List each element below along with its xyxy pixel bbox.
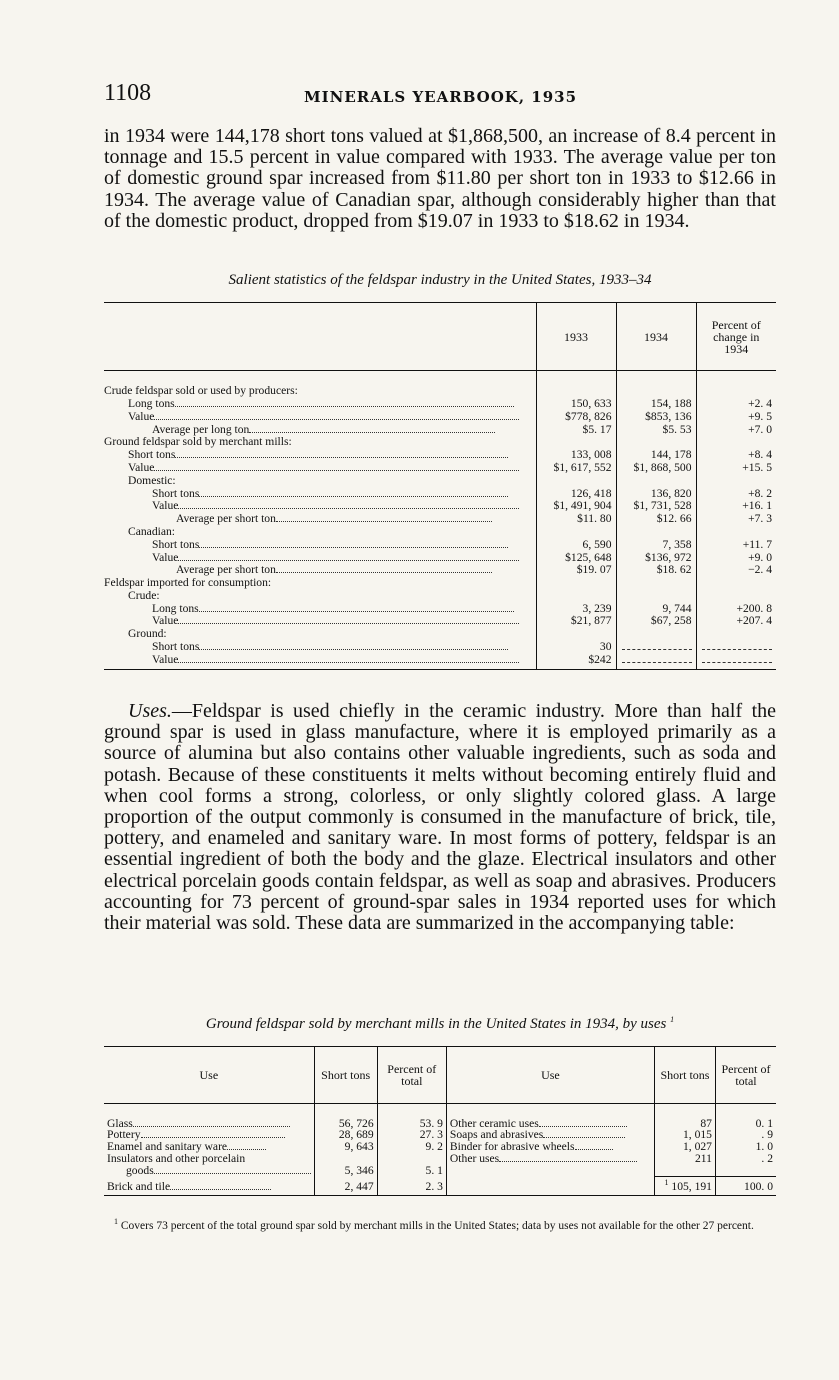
leader-dots — [141, 1137, 286, 1138]
row-label: Short tons — [152, 538, 200, 551]
table1-row — [104, 526, 776, 539]
pct-left: 9. 2 — [377, 1141, 446, 1153]
use-label: Soaps and abrasives — [449, 1128, 544, 1142]
pct-left — [377, 1153, 446, 1165]
cell-change: +200. 8 — [696, 603, 776, 616]
cell-v1933 — [536, 590, 616, 603]
cell-v1934: $1, 731, 528 — [616, 500, 696, 513]
table1-row — [104, 628, 776, 641]
table1-row — [104, 500, 776, 513]
cell-change: +7. 0 — [696, 423, 776, 436]
leader-dots — [199, 649, 508, 650]
row-label: Value — [128, 461, 155, 474]
pct-right: . 9 — [715, 1129, 776, 1141]
row-label: Feldspar imported for consumption: — [104, 576, 272, 590]
cell-v1933: 30 — [536, 641, 616, 654]
tons-left: 9, 643 — [314, 1141, 377, 1153]
table1-row — [104, 603, 776, 616]
row-label: Average per long ton — [152, 423, 250, 436]
footnote — [104, 1216, 776, 1232]
tons-value: 1, 015 — [682, 1128, 712, 1142]
uses-heading: Uses. — [128, 700, 172, 722]
cell-change: +15. 5 — [696, 462, 776, 475]
total-ref: 1 — [664, 1177, 669, 1187]
table2-caption-ref: 1 — [670, 1015, 675, 1024]
cell-v1934: $18. 62 — [616, 564, 696, 577]
table2-header-tons-right: Short tons — [654, 1047, 715, 1104]
row-label: Domestic: — [128, 474, 176, 487]
table1-header-change: Percent of change in 1934 — [696, 303, 776, 371]
cell-v1934: $853, 136 — [616, 411, 696, 424]
cell-v1934: 136, 820 — [616, 487, 696, 500]
use-right — [446, 1176, 654, 1195]
leader-dots — [539, 1126, 627, 1127]
cell-change — [696, 436, 776, 449]
cell-v1934: $5. 53 — [616, 423, 696, 436]
running-title: MINERALS YEARBOOK, 1935 — [304, 88, 578, 106]
cell-v1933 — [536, 385, 616, 398]
uses-text: —Feldspar is used chiefly in the ceramic industry. More than half the ground spar is used in glass manufacture, where it is employed primarily as a source of alumina but also contains other valuable ingredients, such as soda and potash. Because of these constituents it melts without becoming entirely fluid and when cool forms a strong, colorless, or only slightly colored glass. A large proportion of the output commonly is consumed in the manufacture of brick, tile, pottery, and enameled and sanitary ware. In most forms of pottery, feldspar is an essential ingredient of both the body and the glaze. Electrical insulators and other electrical porcelain goods contain feldspar, as well as soap and abrasives. Producers accounting for 73 percent of ground-spar sales in 1934 reported uses for which their material was sold. These data are summarized in the accompanying table: — [104, 700, 776, 935]
table1-row — [104, 615, 776, 628]
cell-change: +7. 3 — [696, 513, 776, 526]
empty-dash — [702, 642, 772, 650]
table1-header-1934: 1934 — [616, 303, 696, 371]
table2-header-use-right: Use — [446, 1047, 654, 1104]
table2-header-pct-right: Percent of total — [715, 1047, 776, 1104]
running-header — [104, 80, 776, 110]
use-right — [446, 1153, 654, 1165]
cell-v1934 — [616, 628, 696, 641]
leader-dots — [199, 611, 514, 612]
table1-row — [104, 551, 776, 564]
cell-change: +9. 0 — [696, 551, 776, 564]
cell-change — [696, 654, 776, 669]
use-label: Brick and tile — [107, 1179, 171, 1193]
row-label: Long tons — [128, 397, 175, 410]
leader-dots — [170, 1189, 271, 1190]
pct-left: 53. 9 — [377, 1118, 446, 1130]
tons-value: 105, 191 — [671, 1179, 712, 1193]
cell-v1933: 133, 008 — [536, 449, 616, 462]
cell-change — [696, 628, 776, 641]
cell-v1933: $11. 80 — [536, 513, 616, 526]
cell-v1933: $1, 491, 904 — [536, 500, 616, 513]
leader-dots — [178, 508, 519, 509]
cell-v1934 — [616, 436, 696, 449]
row-label: Value — [128, 410, 155, 423]
uses-paragraph — [104, 701, 776, 934]
cell-change — [696, 385, 776, 398]
cell-v1933: $21, 877 — [536, 615, 616, 628]
cell-v1934 — [616, 654, 696, 669]
cell-v1934: $1, 868, 500 — [616, 462, 696, 475]
tons-left: 56, 726 — [314, 1118, 377, 1130]
use-label: Enamel and sanitary ware — [107, 1140, 228, 1154]
use-label: Glass — [107, 1116, 133, 1130]
empty-dash — [702, 655, 772, 663]
footnote-ref: 1 — [114, 1217, 118, 1226]
row-label: Value — [152, 653, 179, 666]
cell-v1933: $125, 648 — [536, 551, 616, 564]
leader-dots — [133, 1126, 290, 1127]
tons-value: 211 — [695, 1151, 712, 1165]
uses-table — [104, 1046, 776, 1196]
leader-dots — [154, 419, 519, 420]
cell-v1934: 7, 358 — [616, 539, 696, 552]
cell-change: +8. 2 — [696, 487, 776, 500]
cell-v1933 — [536, 577, 616, 590]
row-label: Short tons — [128, 448, 176, 462]
leader-dots — [178, 560, 519, 561]
leader-dots — [276, 572, 492, 573]
table1-body — [104, 371, 776, 670]
table2-caption-text: Ground feldspar sold by merchant mills in the United States in 1934, by uses — [205, 1016, 667, 1032]
cell-change: +2. 4 — [696, 398, 776, 411]
pct-right: 100. 0 — [715, 1176, 776, 1195]
cell-v1934 — [616, 641, 696, 654]
table1-row — [104, 539, 776, 552]
use-right — [446, 1165, 654, 1177]
use-label: Pottery — [107, 1128, 141, 1142]
table2-row — [104, 1153, 776, 1165]
cell-v1934: $136, 972 — [616, 551, 696, 564]
table2-header-use-left: Use — [104, 1047, 314, 1104]
tons-left: 28, 689 — [314, 1129, 377, 1141]
table2-header-pct-left: Percent of total — [377, 1047, 446, 1104]
tons-left: 5, 346 — [314, 1165, 377, 1177]
leader-dots — [175, 457, 508, 458]
row-label: Ground feldspar sold by merchant mills: — [104, 436, 292, 449]
use-label: Other ceramic uses — [449, 1116, 539, 1130]
cell-v1934: 9, 744 — [616, 603, 696, 616]
cell-v1934 — [616, 526, 696, 539]
leader-dots — [175, 406, 514, 407]
table1-row — [104, 654, 776, 669]
table1-row — [104, 449, 776, 462]
use-label: Other uses — [449, 1151, 500, 1165]
cell-v1933: $5. 17 — [536, 423, 616, 436]
row-label: Average per short ton — [176, 512, 276, 526]
table1-row — [104, 641, 776, 654]
leader-dots — [178, 623, 519, 624]
use-label: goods — [126, 1163, 154, 1177]
row-label: Value — [152, 500, 179, 513]
leader-dots — [543, 1137, 625, 1138]
tons-right — [654, 1176, 715, 1195]
table1-header-label — [104, 303, 536, 371]
cell-change: +8. 4 — [696, 449, 776, 462]
row-label: Crude feldspar sold or used by producers: — [104, 385, 298, 398]
cell-change: +207. 4 — [696, 615, 776, 628]
cell-v1933: $242 — [536, 654, 616, 669]
cell-v1934 — [616, 385, 696, 398]
cell-change — [696, 590, 776, 603]
pct-right: 0. 1 — [715, 1118, 776, 1130]
table1-row — [104, 411, 776, 424]
cell-change: +11. 7 — [696, 539, 776, 552]
leader-dots — [199, 547, 508, 548]
table1-row — [104, 462, 776, 475]
row-label: Ground: — [128, 628, 167, 641]
leader-dots — [154, 1173, 311, 1174]
use-left — [104, 1176, 314, 1195]
cell-change: +9. 5 — [696, 411, 776, 424]
leader-dots — [575, 1149, 614, 1150]
table2-row — [104, 1165, 776, 1177]
leader-dots — [227, 1149, 266, 1150]
pct-right — [715, 1165, 776, 1177]
cell-v1934 — [616, 577, 696, 590]
cell-v1933: 126, 418 — [536, 487, 616, 500]
table1-row — [104, 385, 776, 398]
table1-row — [104, 577, 776, 590]
table1-row — [104, 475, 776, 488]
tons-left — [314, 1153, 377, 1165]
tons-left: 2, 447 — [314, 1176, 377, 1195]
cell-v1934: $12. 66 — [616, 513, 696, 526]
pct-left: 27. 3 — [377, 1129, 446, 1141]
pct-right: . 2 — [715, 1153, 776, 1165]
cell-change — [696, 475, 776, 488]
row-label: Value — [152, 551, 179, 564]
tons-value: 87 — [700, 1116, 712, 1130]
cell-v1934: $67, 258 — [616, 615, 696, 628]
table2-body — [104, 1104, 776, 1196]
row-label: Average per short ton — [176, 564, 276, 577]
leader-dots — [178, 662, 519, 663]
cell-v1933 — [536, 475, 616, 488]
table1-row — [104, 513, 776, 526]
intro-paragraph: in 1934 were 144,178 short tons valued at $1,868,500, an increase of 8.4 percent in tonnage and 15.5 percent in value compared with 1933. The average value per ton of domestic ground spar increased from $11.80 per short ton in 1933 to $12.66 in 1934. The average value of Canadian spar, although considerably higher than that of the domestic product, dropped from $19.07 in 1933 to $18.62 in 1934. — [104, 125, 776, 232]
table1-caption: Salient statistics of the feldspar industry in the United States, 1933–34 — [228, 272, 652, 288]
cell-v1933: 3, 239 — [536, 603, 616, 616]
table1-row — [104, 564, 776, 577]
cell-change: −2. 4 — [696, 564, 776, 577]
row-label: Long tons — [152, 602, 199, 615]
row-label: Canadian: — [128, 525, 176, 538]
page-number: 1108 — [104, 80, 152, 106]
table2-caption — [104, 1015, 776, 1033]
table1-row — [104, 423, 776, 436]
tons-right — [654, 1165, 715, 1177]
cell-v1933 — [536, 628, 616, 641]
pct-right: 1. 0 — [715, 1141, 776, 1153]
salient-statistics-table — [104, 302, 776, 670]
row-label: Value — [152, 615, 179, 628]
cell-v1934: 144, 178 — [616, 449, 696, 462]
use-left — [104, 1165, 314, 1177]
leader-dots — [276, 521, 492, 522]
leader-dots — [499, 1161, 637, 1162]
table1-row — [104, 398, 776, 411]
cell-v1933: 150, 633 — [536, 398, 616, 411]
cell-v1934 — [616, 590, 696, 603]
table1-row — [104, 436, 776, 449]
leader-dots — [199, 496, 508, 497]
use-label: Binder for abrasive wheels — [449, 1140, 575, 1154]
cell-v1934: 154, 188 — [616, 398, 696, 411]
cell-v1934 — [616, 475, 696, 488]
cell-v1933 — [536, 436, 616, 449]
tons-value: 1, 027 — [682, 1140, 712, 1154]
cell-v1933: $778, 826 — [536, 411, 616, 424]
tons-right — [654, 1153, 715, 1165]
empty-dash — [622, 642, 692, 650]
cell-change: +16. 1 — [696, 500, 776, 513]
row-label: Short tons — [152, 640, 200, 654]
cell-change — [696, 577, 776, 590]
row-label: Crude: — [128, 589, 160, 602]
leader-dots — [249, 432, 495, 433]
cell-v1933: $1, 617, 552 — [536, 462, 616, 475]
table2-row — [104, 1176, 776, 1195]
cell-v1933: $19. 07 — [536, 564, 616, 577]
table1-row — [104, 590, 776, 603]
leader-dots — [154, 470, 519, 471]
table1-header-1933: 1933 — [536, 303, 616, 371]
footnote-text: Covers 73 percent of the total ground spar sold by merchant mills in the United States; data by uses not available for the other 27 percent. — [120, 1219, 754, 1232]
use-label: Insulators and other porcelain — [107, 1151, 246, 1165]
table1-row — [104, 487, 776, 500]
empty-dash — [622, 655, 692, 663]
cell-change — [696, 526, 776, 539]
row-label: Short tons — [152, 487, 200, 500]
pct-left: 5. 1 — [377, 1165, 446, 1177]
cell-v1933 — [536, 526, 616, 539]
table2-header-tons-left: Short tons — [314, 1047, 377, 1104]
pct-left: 2. 3 — [377, 1176, 446, 1195]
cell-v1933: 6, 590 — [536, 539, 616, 552]
cell-change — [696, 641, 776, 654]
